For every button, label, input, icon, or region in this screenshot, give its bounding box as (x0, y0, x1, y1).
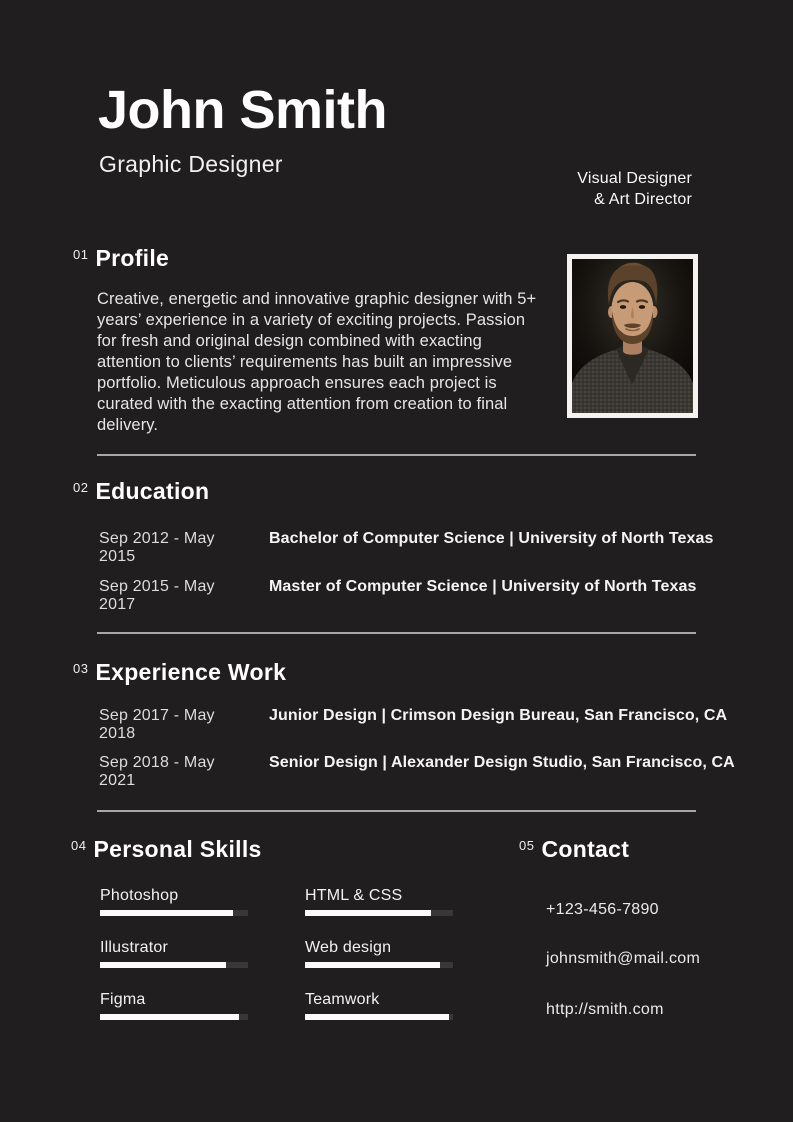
skill-bar-fill (100, 1014, 239, 1020)
section-title-experience: Experience Work (95, 659, 287, 685)
education-detail: Master of Computer Science | University of North Texas (269, 578, 697, 595)
alt-title (577, 168, 692, 210)
education-row (99, 578, 696, 614)
skill-bar (305, 962, 453, 968)
experience-row (99, 754, 735, 790)
skill-label: Figma (100, 991, 146, 1008)
contact-website: http://smith.com (546, 1001, 664, 1018)
profile-photo (567, 254, 698, 418)
skill-item (305, 886, 453, 916)
education-dates: Sep 2012 - May 2015 (99, 530, 215, 565)
section-number: 01 (73, 247, 89, 262)
person-role: Graphic Designer (99, 151, 283, 177)
skill-label: HTML & CSS (305, 887, 403, 904)
experience-section-heading (73, 661, 286, 684)
alt-title-line1: Visual Designer (577, 170, 692, 187)
alt-title-line2: & Art Director (594, 191, 692, 208)
section-title-skills: Personal Skills (93, 836, 262, 862)
skills-section-heading (71, 838, 262, 861)
skill-bar (100, 910, 248, 916)
profile-summary-text: Creative, energetic and innovative graphic designer with 5+ years’ experience in a variety of exciting projects. Passion for fresh and original design combined with exacting attention to clients’ requirements has built an impressive portfolio. Meticulous approach ensures each project is curated with the exacting attention from creation to final delivery. (97, 290, 537, 434)
skill-item (100, 938, 248, 968)
skill-item (305, 990, 453, 1020)
skill-item (100, 990, 248, 1020)
skill-bar-fill (100, 910, 233, 916)
education-detail: Bachelor of Computer Science | University of North Texas (269, 530, 714, 547)
skill-bar-fill (305, 910, 431, 916)
skill-item (100, 886, 248, 916)
contact-section-heading (519, 838, 629, 861)
skill-item (305, 938, 453, 968)
skill-bar (100, 962, 248, 968)
skill-label: Photoshop (100, 887, 179, 904)
section-title-contact: Contact (541, 836, 630, 862)
education-dates: Sep 2015 - May 2017 (99, 578, 215, 613)
experience-row (99, 707, 727, 743)
experience-detail: Junior Design | Crimson Design Bureau, San Francisco, CA (269, 707, 728, 724)
skill-label: Teamwork (305, 991, 380, 1008)
section-divider (97, 454, 696, 456)
contact-email: johnsmith@mail.com (546, 950, 701, 967)
experience-dates: Sep 2017 - May 2018 (99, 707, 215, 742)
skill-label: Web design (305, 939, 392, 956)
skill-bar (100, 1014, 248, 1020)
section-number: 05 (519, 838, 535, 853)
skill-bar (305, 1014, 453, 1020)
experience-detail: Senior Design | Alexander Design Studio, San Francisco, CA (269, 754, 735, 771)
education-section-heading (73, 480, 209, 503)
section-number: 04 (71, 838, 87, 853)
section-divider (97, 632, 696, 634)
skill-bar-fill (305, 962, 440, 968)
person-name: John Smith (98, 80, 387, 140)
profile-section-heading (73, 247, 169, 270)
section-title-education: Education (95, 478, 210, 504)
contact-phone: +123-456-7890 (546, 901, 659, 918)
skill-bar-fill (305, 1014, 449, 1020)
section-number: 03 (73, 661, 89, 676)
portrait-illustration (572, 259, 693, 413)
skill-label: Illustrator (100, 939, 168, 956)
education-row (99, 530, 714, 566)
section-divider (97, 810, 696, 812)
skill-bar (305, 910, 453, 916)
experience-dates: Sep 2018 - May 2021 (99, 754, 215, 789)
section-title-profile: Profile (95, 245, 170, 271)
skill-bar-fill (100, 962, 226, 968)
section-number: 02 (73, 480, 89, 495)
